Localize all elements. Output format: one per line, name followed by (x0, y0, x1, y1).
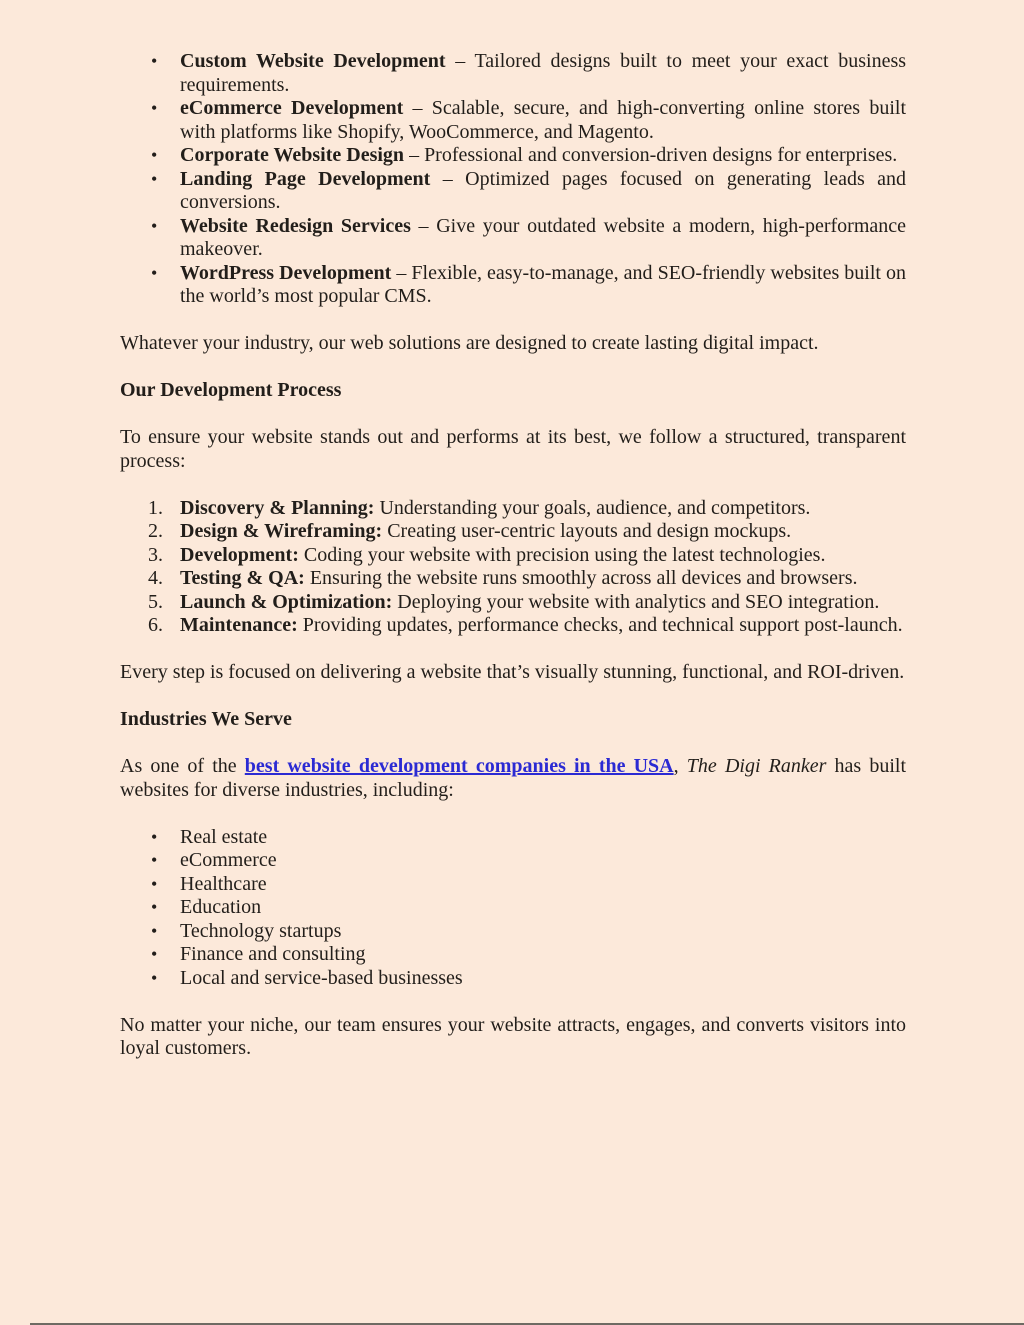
services-list (120, 50, 906, 309)
service-description: Scalable, secure, and high-converting online stores built with platforms like Shopify, WooCommerce, and Magento. (180, 97, 906, 143)
process-outro-paragraph: Every step is focused on delivering a website that’s visually stunning, functional, and ROI-driven. (120, 661, 905, 683)
industry-label: Healthcare (180, 872, 267, 895)
service-title: Landing Page Development (180, 167, 431, 190)
process-steps-list (120, 497, 906, 638)
step-number: 3. (148, 543, 163, 566)
bullet-icon: • (151, 215, 158, 236)
bullet-icon: • (151, 145, 158, 165)
service-description: Give your outdated website a modern, high-performance makeover. (180, 214, 907, 260)
service-item-landing-page (120, 168, 906, 215)
step-number: 2. (148, 520, 163, 542)
step-description: Providing updates, performance checks, and technical support post-launch. (297, 614, 903, 636)
industry-item-finance (120, 943, 906, 967)
step-description: Creating user-centric layouts and design mockups. (382, 520, 792, 542)
industry-label: Local and service-based businesses (180, 966, 463, 989)
process-step-development (120, 544, 906, 568)
step-number: 1. (148, 496, 163, 519)
service-description: Professional and conversion-driven designs for enterprises. (424, 144, 898, 166)
step-description: Deploying your website with analytics and SEO integration. (392, 590, 880, 613)
best-companies-link[interactable]: best website development companies in the USA (244, 755, 674, 777)
service-separator: – (391, 261, 412, 284)
industry-impact-paragraph: Whatever your industry, our web solutions are designed to create lasting digital impact. (120, 332, 819, 354)
service-item-redesign (120, 215, 906, 262)
industry-item-education (120, 896, 906, 920)
service-separator: – (445, 50, 475, 72)
service-item-wordpress (120, 262, 906, 309)
service-item-ecommerce (120, 97, 906, 144)
process-heading: Our Development Process (120, 379, 342, 401)
industry-label: eCommerce (180, 849, 277, 871)
industries-heading: Industries We Serve (120, 708, 292, 730)
intro-text-after: has built websites for diverse industries, including: (120, 755, 907, 801)
step-description: Coding your website with precision using the latest technologies. (298, 543, 826, 566)
bullet-icon: • (151, 944, 158, 964)
intro-text-between: , (673, 755, 687, 777)
industry-label: Finance and consulting (180, 943, 366, 965)
brand-name: The Digi Ranker (686, 755, 827, 777)
step-title: Discovery & Planning: (180, 496, 375, 519)
bullet-icon: • (151, 920, 158, 941)
bullet-icon: • (151, 168, 158, 189)
step-title: Maintenance: (180, 614, 298, 636)
step-number: 6. (148, 614, 163, 636)
bullet-icon: • (151, 826, 158, 847)
service-item-custom-website (120, 50, 906, 97)
process-step-launch (120, 591, 906, 615)
industry-item-ecommerce (120, 849, 906, 873)
industries-intro-paragraph (120, 755, 906, 802)
step-title: Development: (180, 543, 299, 566)
service-separator: – (403, 97, 432, 119)
service-description: Flexible, easy-to-manage, and SEO-friendly websites built on the world’s most popular CMS. (180, 261, 907, 307)
service-separator: – (410, 214, 437, 237)
step-title: Testing & QA: (180, 567, 305, 589)
service-title: Custom Website Development (180, 50, 446, 72)
industry-item-local-business (120, 967, 906, 991)
service-description: Optimized pages focused on generating leads and conversions. (180, 167, 906, 213)
step-number: 5. (148, 590, 163, 613)
service-item-corporate (120, 144, 906, 168)
industry-item-tech-startups (120, 920, 906, 944)
bullet-icon: • (151, 51, 158, 71)
industry-label: Technology startups (180, 919, 342, 942)
industry-item-healthcare (120, 873, 906, 897)
industry-label: Education (180, 896, 262, 918)
industry-item-real-estate (120, 826, 906, 850)
step-title: Design & Wireframing: (180, 520, 383, 542)
intro-text-before-link: As one of the (120, 755, 245, 777)
step-title: Launch & Optimization: (180, 590, 393, 613)
service-title: eCommerce Development (180, 97, 404, 119)
bullet-icon: • (151, 897, 158, 917)
industries-outro-paragraph: No matter your niche, our team ensures your website attracts, engages, and converts visitors into loyal customers. (120, 1013, 906, 1059)
service-separator: – (404, 144, 425, 166)
service-title: WordPress Development (180, 261, 392, 284)
bullet-icon: • (151, 262, 158, 283)
step-description: Ensuring the website runs smoothly across all devices and browsers. (304, 567, 858, 589)
industries-list (120, 826, 906, 991)
process-step-discovery (120, 497, 906, 521)
process-step-maintenance (120, 614, 906, 638)
process-intro-paragraph: To ensure your website stands out and performs at its best, we follow a structured, transparent process: (120, 426, 906, 472)
bullet-icon: • (151, 967, 158, 988)
bullet-icon: • (151, 850, 158, 870)
service-description: Tailored designs built to meet your exact business requirements. (180, 50, 907, 96)
service-title: Website Redesign Services (180, 214, 411, 237)
service-title: Corporate Website Design (180, 144, 405, 166)
bullet-icon: • (151, 873, 158, 894)
process-step-testing (120, 567, 906, 591)
bullet-icon: • (151, 98, 158, 118)
process-step-design (120, 520, 906, 544)
step-number: 4. (148, 567, 163, 589)
step-description: Understanding your goals, audience, and competitors. (374, 496, 811, 519)
service-separator: – (430, 167, 466, 190)
industry-label: Real estate (180, 825, 268, 848)
